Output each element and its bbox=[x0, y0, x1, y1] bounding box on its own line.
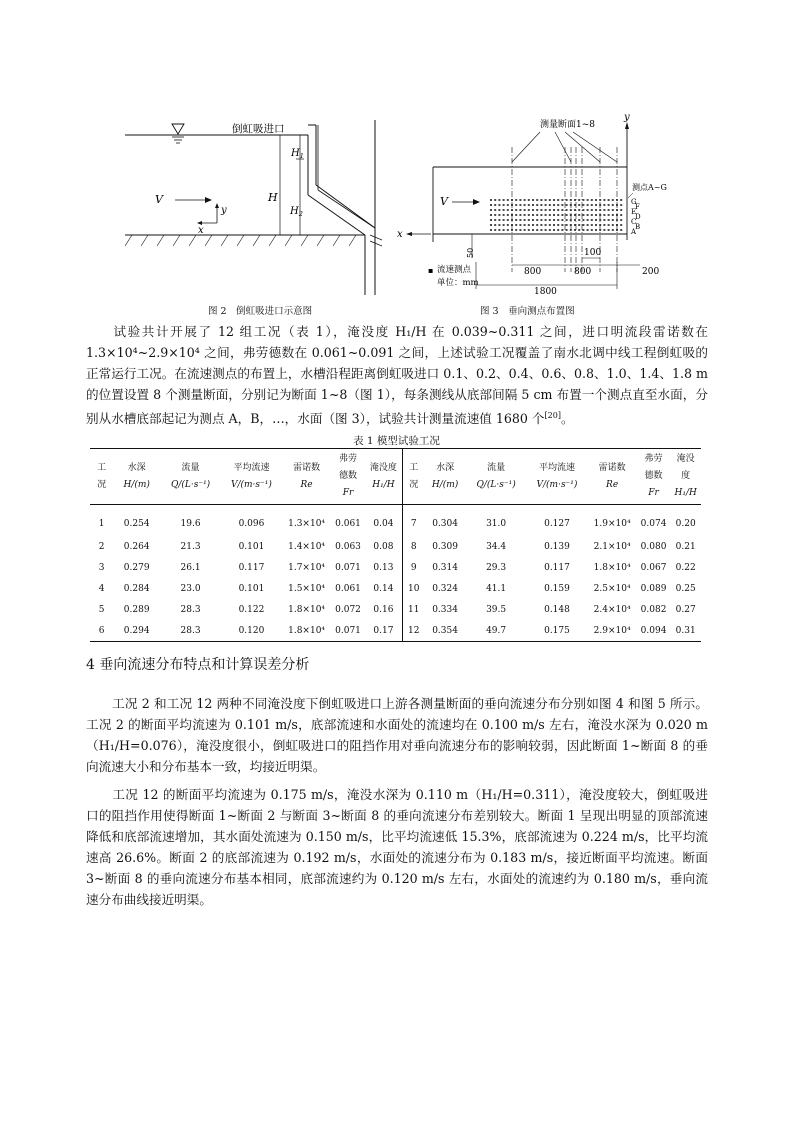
fig3-point-letter: C bbox=[631, 218, 637, 226]
figure-3-caption: 图 3 垂向测点布置图 bbox=[480, 306, 575, 317]
paragraph-case12-text: 工况 12 的断面平均流速为 0.175 m/s，淹没水深为 0.110 m（H₁/H=0.311），淹没度较大，倒虹吸进口的阻挡作用使得断面 1~断面 2 与断面 3~断面 8 的垂向流速分布差别较大。断面 1 呈现出明显的顶部流速降低和底部流速增加，其水面处流速为 0.150 m/s，比平均流速低 15.3%，底部流速为 0.224 m/s，比平均流速高 26.6%。断面 2 的底部流速为 0.192 m/s，水面处的流速分布为 0.183 m/s，接近断面平均流速。断面 3~断面 8 的垂向流速分布基本相同，底部流速约为 0.120 m/s 左右，水面处的流速约为 0.180 m/s，垂向流速分布曲线接近明渠。 bbox=[86, 787, 708, 907]
fig3-sections-label: 测量断面1~8 bbox=[540, 120, 595, 130]
fig3-points-label: 测点A~G bbox=[632, 183, 667, 192]
fig3-x-label: x bbox=[397, 229, 403, 240]
fig3-dim-800a: 800 bbox=[524, 267, 542, 277]
table-title: 表 1 模型试验工况 bbox=[353, 435, 440, 447]
fig2-H2-label: $H_2$ bbox=[290, 206, 303, 218]
fig2-H-label: H bbox=[268, 191, 278, 204]
table-header-row: 工 况 水深 H/(m) 流量 Q/(L·s⁻¹) 平均流速 V/(m·s⁻¹) 雷诺数 Re 弗劳 德数 Fr 淹没度 H₁/H 工 况 水深 H/(m) 流量 Q/(L·s⁻¹) 平均流速 V/(m·s⁻¹) 雷诺数 Re 弗劳 德数 Fr 淹没 度 H₁/H bbox=[90, 449, 701, 505]
fig3-legend-text: 流速测点 bbox=[437, 265, 472, 275]
fig3-point-letter: B bbox=[635, 223, 641, 231]
fig3-50-label: 50 bbox=[466, 247, 475, 258]
fig2-x-label: x bbox=[198, 225, 204, 236]
paragraph-case12 bbox=[86, 784, 708, 910]
table-model-cases bbox=[90, 448, 701, 642]
section-heading: 4 垂向流速分布特点和计算误差分析 bbox=[86, 657, 310, 673]
figure-2-caption: 图 2 倒虹吸进口示意图 bbox=[208, 306, 313, 317]
paragraph-experiment: 试验共计开展了 12 组工况（表 1），淹没度 H₁/H 在 0.039~0.311 之间，进口明流段雷诺数在 1.3×10⁴~2.9×10⁴ 之间，弗劳德数在 0.061~0.091 之间，上述试验工况覆盖了南水北调中线工程倒虹吸的正常运行工况。在流速测点的布置上，水槽沿程距离倒虹吸进口 0.1、0.2、0.4、0.6、0.8、1.0、1.4、1.8 m 的位置设置 8 个测量断面，分别记为断面 1~8（图 1），每条测线从底部间隔 5 cm 布置一个测点直至水面，分别从水槽底部起记为测点 A，B，…，水面（图 3），试验共计测量流速值 1680 个[20]。 bbox=[86, 324, 708, 427]
fig3-point-letter: E bbox=[631, 208, 637, 216]
paragraph-case2 bbox=[86, 693, 708, 777]
fig3-dim-100: 100 bbox=[584, 248, 602, 258]
fig3-unit-text: 单位：mm bbox=[437, 278, 479, 288]
table-row: 1 0.254 19.6 0.096 1.3×10⁴ 0.061 0.04 7 0.304 31.0 0.127 1.9×10⁴ 0.074 0.20 bbox=[90, 505, 701, 537]
table-row: 4 0.284 23.0 0.101 1.5×10⁴ 0.061 0.14 10 0.324 41.1 0.159 2.5×10⁴ 0.089 0.25 bbox=[90, 578, 701, 599]
fig3-point-letter: A bbox=[631, 228, 637, 236]
fig3-y-label: y bbox=[624, 112, 630, 123]
table-row: 3 0.279 26.1 0.117 1.7×10⁴ 0.071 0.13 9 0.314 29.3 0.117 1.8×10⁴ 0.067 0.22 bbox=[90, 557, 701, 578]
paragraph-experiment-text: 试验共计开展了 12 组工况（表 1），淹没度 H₁/H 在 0.039~0.311 之间，进口明流段雷诺数在 1.3×10⁴~2.9×10⁴ 之间，弗劳德数在 0.061~0.091 之间，上述试验工况覆盖了南水北调中线工程倒虹吸的正常运行工况。在流速测点的布置上，水槽沿程距离倒虹吸进口 0.1、0.2、0.4、0.6、0.8、1.0、1.4、1.8 m 的位置设置 8 个测量断面，分别记为断面 1~8（图 1），每条测线从底部间隔 5 cm 布置一个测点直至水面，分别从水槽底部起记为测点 A，B，…，水面（图 3），试验共计测量流速值 1680 个 bbox=[86, 324, 708, 427]
fig3-point-letter: D bbox=[635, 213, 641, 221]
table-row: 6 0.294 28.3 0.120 1.8×10⁴ 0.071 0.17 12 0.354 49.7 0.175 2.9×10⁴ 0.094 0.31 bbox=[90, 620, 701, 642]
fig3-dim-200: 200 bbox=[642, 267, 660, 277]
fig2-H1-label: $H_1$ bbox=[291, 148, 304, 160]
fig3-point-letter: F bbox=[635, 203, 640, 211]
figure-2-diagram bbox=[120, 110, 400, 300]
fig2-inlet-label: 倒虹吸进口 bbox=[232, 123, 285, 135]
fig3-V-label: V bbox=[440, 195, 448, 208]
fig2-V-label: V bbox=[155, 193, 163, 206]
table-row: 2 0.264 21.3 0.101 1.4×10⁴ 0.063 0.08 8 0.309 34.4 0.139 2.1×10⁴ 0.080 0.21 bbox=[90, 536, 701, 557]
figure-3-diagram bbox=[395, 112, 675, 294]
fig3-dim-1800: 1800 bbox=[534, 287, 557, 294]
fig3-legend-marker: ▪ bbox=[428, 266, 434, 275]
fig2-y-label: y bbox=[221, 205, 227, 216]
citation-ref: [20] bbox=[544, 411, 561, 420]
fig3-dim-800b: 800 bbox=[574, 267, 592, 277]
paragraph-case2-text: 工况 2 和工况 12 两种不同淹没度下倒虹吸进口上游各测量断面的垂向流速分布分别如图 4 和图 5 所示。工况 2 的断面平均流速为 0.101 m/s，底部流速和水面处的流速均在 0.100 m/s 左右，淹没水深为 0.020 m（H₁/H=0.076），淹没度很小，倒虹吸进口的阻挡作用对垂向流速分布的影响较弱，因此断面 1~断面 8 的垂向流速大小和分布基本一致，均接近明渠。 bbox=[86, 696, 708, 774]
table-row: 5 0.289 28.3 0.122 1.8×10⁴ 0.072 0.16 11 0.334 39.5 0.148 2.4×10⁴ 0.082 0.27 bbox=[90, 599, 701, 620]
fig3-point-letter: G bbox=[631, 198, 637, 206]
